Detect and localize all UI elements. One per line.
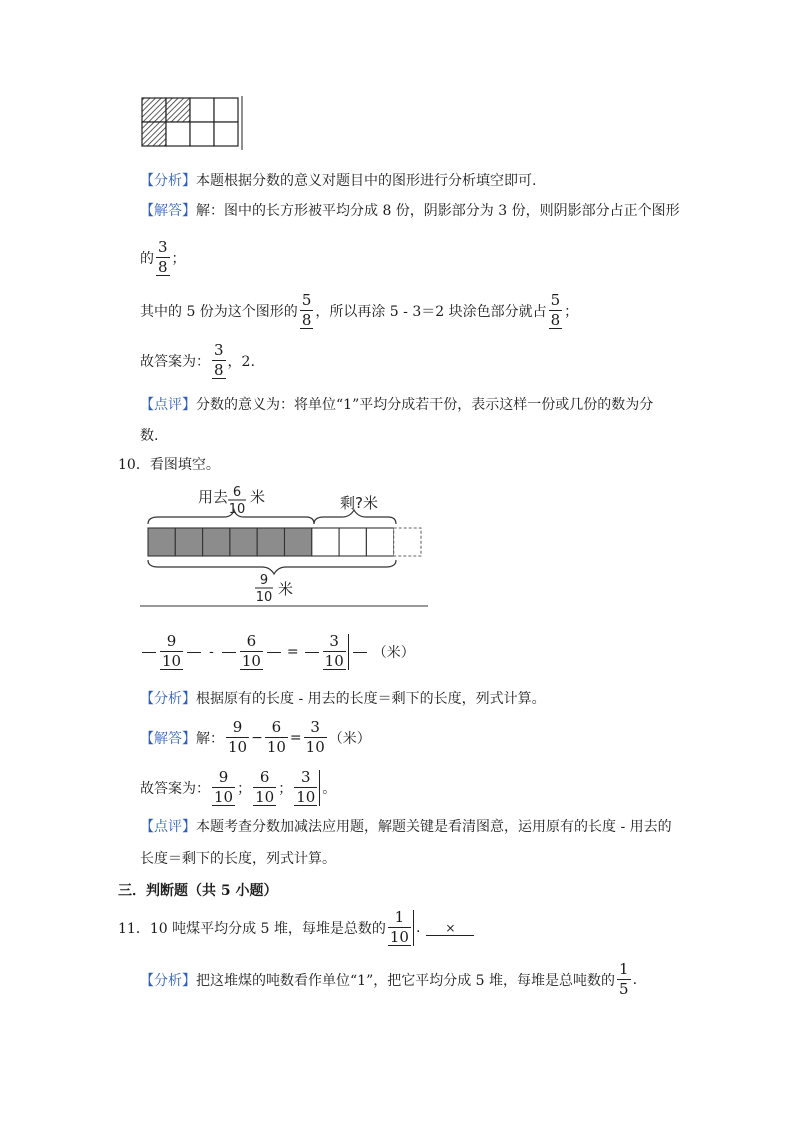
comment-text: 本题考查分数加减法应用题，解题关键是看清图意，运用原有的长度 - 用去的 — [196, 819, 672, 835]
fraction-5-8: $\frac{5}{8}$ — [550, 291, 561, 329]
comment-text: 分数的意义为：将单位“1”平均分成若干份，表示这样一份或几份的数为分 — [196, 397, 654, 413]
comment-tag: 【点评】 — [140, 397, 196, 413]
question-stem: 11．10 吨煤平均分成 5 堆，每堆是总数的 — [118, 921, 386, 937]
used-frac-den: 10 — [228, 502, 246, 517]
answer-text: 的 — [140, 251, 154, 267]
q9-comment-line2 — [140, 425, 158, 445]
used-prefix: 用去 — [198, 488, 229, 506]
shaded-cell — [257, 528, 284, 556]
q11-analysis — [140, 962, 637, 997]
comment-text: 数. — [140, 428, 159, 444]
comment-tag: 【点评】 — [140, 819, 196, 835]
analysis-tag: 【分析】 — [140, 972, 196, 989]
analysis-tag: 【分析】 — [140, 173, 196, 189]
blank-dash — [187, 651, 201, 653]
final-end: 。 — [322, 781, 337, 797]
blank-cell — [190, 98, 214, 122]
fraction-9-10: $\frac{9}{10}$ — [162, 632, 182, 670]
fraction-3-10: $\frac{3}{10}$ — [294, 770, 320, 806]
q10-analysis — [140, 688, 546, 708]
shaded-cell — [142, 122, 166, 146]
answer-tag: 【解答】 — [140, 730, 196, 747]
fraction-6-10: $\frac{6}{10}$ — [266, 718, 286, 756]
shaded-cell — [285, 528, 312, 556]
fraction-5-8: $\frac{5}{8}$ — [301, 291, 312, 329]
answer-line: 解：图中的长方形被平均分成 8 份，阴影部分为 3 份，则阴影部分占正个图形 — [196, 203, 680, 219]
remaining-label: 剩?米 — [340, 494, 378, 512]
answer-prefix: 解： — [196, 730, 224, 747]
q10-comment-line2 — [140, 848, 336, 868]
analysis-tag: 【分析】 — [140, 691, 196, 707]
fraction-3-8: $\frac{3}{8}$ — [158, 238, 168, 276]
final-prefix: 故答案为： — [140, 781, 210, 797]
blank-cell — [190, 122, 214, 146]
shaded-cell — [175, 528, 202, 556]
fraction-3-8: $\frac{3}{8}$ — [214, 341, 224, 379]
q10-answer — [140, 720, 371, 755]
answer-tag: 【解答】 — [140, 203, 196, 219]
final-prefix: 故答案为： — [140, 354, 210, 370]
q10-comment — [140, 816, 672, 836]
fraction-1-10: $\frac{1}{10}$ — [388, 910, 414, 946]
blank-dash — [222, 651, 236, 653]
q9-answer-line2 — [140, 240, 186, 276]
answer-text: ； — [564, 304, 579, 320]
blank-cell — [214, 98, 238, 122]
remaining-cell — [339, 528, 366, 556]
q9-answer — [140, 200, 680, 220]
answer-text: 其中的 5 份为这个图形的 — [140, 304, 298, 320]
fraction-1-5: $\frac{1}{5}$ — [619, 960, 629, 998]
fraction-3-10: $\frac{3}{10}$ — [305, 718, 325, 756]
q9-comment — [140, 394, 653, 414]
q11-stem — [118, 910, 474, 946]
analysis-text: 本题根据分数的意义对题目中的图形进行分析填空即可. — [196, 173, 537, 189]
dashed-cell — [394, 528, 421, 556]
period: . — [415, 920, 421, 936]
q10-title — [118, 454, 220, 474]
q10-bar-diagram — [140, 478, 430, 608]
analysis-end: . — [632, 971, 638, 988]
final-sep: ，2. — [227, 354, 255, 370]
comment-text: 长度＝剩下的长度，列式计算。 — [140, 851, 336, 867]
fraction-9-10: $\frac{9}{10}$ — [214, 768, 234, 806]
used-frac-num: 6 — [232, 485, 242, 500]
answer-text: ，所以再涂 5 - 3＝2 块涂色部分就占 — [315, 304, 547, 320]
shaded-cell — [166, 98, 190, 122]
blank-dash — [353, 651, 367, 653]
fraction-9-10: $\frac{9}{10}$ — [228, 718, 248, 756]
fraction-6-10: $\frac{6}{10}$ — [241, 632, 261, 670]
equals-sign: = — [289, 729, 302, 746]
blank-dash — [305, 651, 319, 653]
shaded-cell — [142, 98, 166, 122]
final-sep: ； — [237, 781, 252, 797]
equals-sign: = — [286, 644, 299, 660]
shaded-cell — [148, 528, 175, 556]
q9-grid-figure — [140, 96, 244, 152]
unit-label: （米） — [372, 645, 415, 661]
blank-cell — [166, 122, 190, 146]
remaining-cell — [312, 528, 339, 556]
question-title: 10．看图填空。 — [118, 457, 220, 473]
total-frac-den: 10 — [255, 590, 273, 605]
total-unit: 米 — [278, 580, 294, 598]
shaded-cell — [203, 528, 230, 556]
remaining-cell — [366, 528, 393, 556]
answer-blank: × — [426, 921, 474, 936]
q9-answer-line3 — [140, 293, 578, 329]
final-sep: ； — [278, 781, 293, 797]
total-frac-num: 9 — [259, 573, 269, 588]
q10-equation — [140, 634, 415, 670]
blank-dash — [267, 651, 281, 653]
used-unit: 米 — [250, 488, 266, 506]
fraction-6-10: $\frac{6}{10}$ — [255, 768, 275, 806]
shaded-cell — [230, 528, 257, 556]
answer-text: ； — [171, 251, 186, 267]
minus-sign: - — [209, 644, 214, 660]
minus-sign: − — [251, 729, 263, 746]
grid-cells — [142, 96, 242, 150]
fraction-3-10: $\frac{3}{10}$ — [323, 634, 349, 670]
bar-cells — [148, 528, 421, 556]
q10-final-answer — [140, 770, 336, 806]
blank-dash — [142, 651, 156, 653]
q9-analysis — [140, 170, 536, 190]
section-heading: 三．判断题（共 5 小题） — [118, 883, 278, 899]
analysis-text: 根据原有的长度 - 用去的长度＝剩下的长度，列式计算。 — [196, 691, 546, 707]
blank-cell — [214, 122, 238, 146]
unit-label: （米） — [328, 730, 371, 747]
q9-final-answer — [140, 343, 255, 379]
analysis-text: 把这堆煤的吨数看作单位“1”，把它平均分成 5 堆，每堆是总吨数的 — [196, 972, 616, 989]
